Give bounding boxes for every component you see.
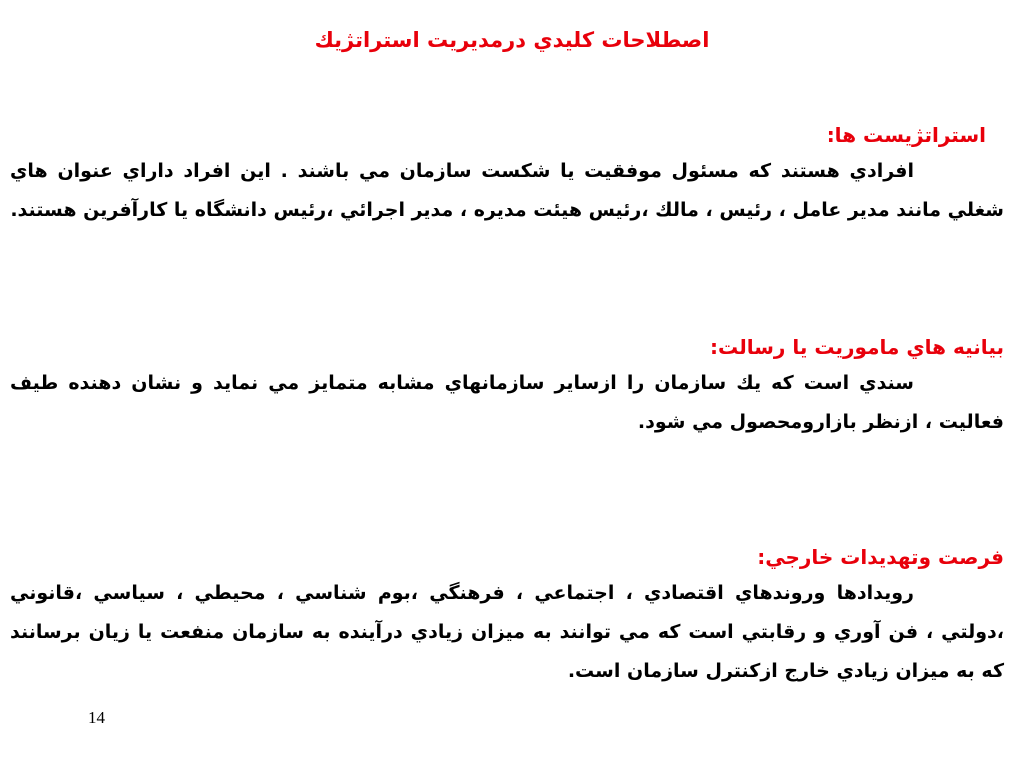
- section-heading: بيانيه هاي ماموريت يا رسالت:: [710, 335, 1004, 359]
- section-body: افرادي هستند كه مسئول موفقيت يا شكست سازمان مي باشند . اين افراد داراي عنوان هاي شغلي مانند مدير عامل ، رئيس ، مالك ،رئيس هيئت مديره ، مدير اجرائي ،رئيس دانشگاه يا كارآفرين هستند.: [10, 160, 1004, 221]
- section-heading: فرصت وتهديدات خارجي:: [757, 545, 1004, 569]
- section-body: سندي است كه يك سازمان را ازساير سازمانهاي مشابه متمايز مي نمايد و نشان دهنده طيف فعاليت ، ازنظر بازارومحصول مي شود.: [10, 372, 1004, 433]
- section-mission-statement: [10, 330, 1004, 442]
- page-number: 14: [88, 708, 105, 727]
- section-heading: استراتژيست ها:: [826, 123, 986, 147]
- section-body: رويدادها وروندهاي اقتصادي ، اجتماعي ، فرهنگي ،بوم شناسي ، محيطي ، سياسي ،قانوني ،دولتي ، فن آوري و رقابتي است كه مي توانند به ميزان زيادي درآينده به سازمان منفعت يا زيان برسانند كه به ميزان زيادي خارج ازكنترل سازمان است.: [10, 582, 1004, 682]
- section-external-opportunities-threats: [10, 540, 1004, 691]
- slide-title: اصطلاحات كليدي درمديريت استراتژيك: [314, 28, 710, 52]
- section-strategists: [10, 118, 1004, 230]
